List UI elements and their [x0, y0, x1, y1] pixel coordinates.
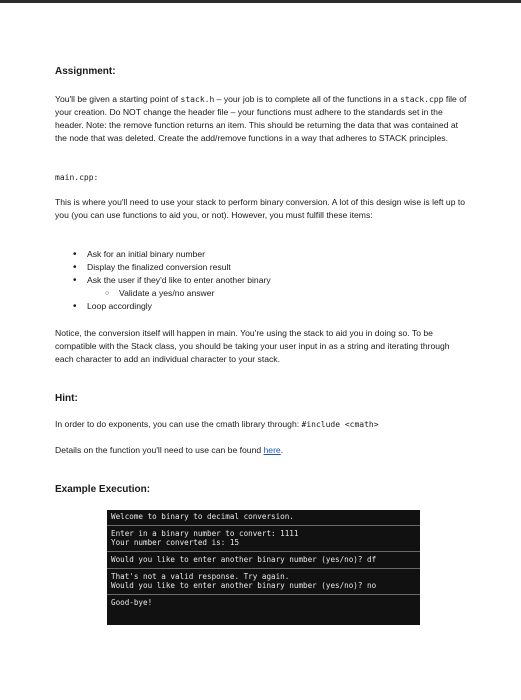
- list-item: • Loop accordingly: [55, 300, 455, 313]
- paragraph-text: You'll be given a starting point of: [55, 94, 181, 104]
- terminal-line: Enter in a binary number to convert: 1111: [111, 529, 299, 538]
- here-link[interactable]: here: [263, 445, 281, 455]
- terminal-output: [107, 510, 420, 625]
- terminal-line: That's not a valid response. Try again.: [111, 572, 290, 581]
- list-item: • Ask for an initial binary number: [55, 248, 455, 261]
- details-text: Details on the function you'll need to use can be found: [55, 445, 264, 455]
- details-paragraph: [55, 444, 470, 457]
- example-heading: Example Execution:: [55, 484, 151, 495]
- hint-paragraph: [55, 418, 470, 431]
- top-border: [0, 0, 521, 3]
- hint-heading: Hint:: [55, 393, 78, 404]
- assignment-heading: Assignment:: [55, 66, 116, 77]
- terminal-line: Would you like to enter another binary number (yes/no)? no: [111, 581, 377, 590]
- list-item: • Display the finalized conversion result: [55, 261, 455, 274]
- requirements-list: [55, 248, 455, 313]
- terminal-line: Good-bye!: [111, 598, 153, 607]
- code-filename: stack.cpp: [400, 95, 444, 104]
- paragraph-text: file of your creation. Do NOT change the header file – your functions must adhere to the standards set in the header. Note: the remove function returns an item. This should be returning the data that was contained at the node that was deleted. Create the add/remove functions in a way that adheres to STACK principles.: [55, 94, 467, 143]
- terminal-divider: [107, 568, 420, 569]
- hint-text: In order to do exponents, you can use the cmath library through:: [55, 419, 302, 429]
- main-cpp-label: main.cpp:: [55, 173, 99, 182]
- include-code: #include <cmath>: [301, 420, 379, 429]
- code-filename: stack.h: [180, 95, 215, 104]
- main-cpp-paragraph: This is where you'll need to use your stack to perform binary conversion. A lot of this design wise is left up to you (you can use functions to aid you, or not). However, you must fulfill these items:: [55, 197, 466, 220]
- details-end: .: [280, 445, 284, 455]
- notice-paragraph: Notice, the conversion itself will happen in main. You're using the stack to aid you in doing so. To be compatible with the Stack class, you should be taking your user input in as a string and iterating through each character to add an individual character to your stack.: [55, 328, 450, 364]
- terminal-divider: [107, 594, 420, 595]
- terminal-line: Your number converted is: 15: [111, 538, 240, 547]
- list-item: • Ask the user if they'd like to enter another binary: [55, 274, 455, 287]
- paragraph-text: – your job is to complete all of the functions in a: [214, 94, 401, 104]
- terminal-line: Welcome to binary to decimal conversion.: [111, 512, 294, 521]
- terminal-divider: [107, 525, 420, 526]
- sub-list-item: ○ Validate a yes/no answer: [55, 287, 455, 300]
- terminal-divider: [107, 551, 420, 552]
- terminal-line: Would you like to enter another binary number (yes/no)? df: [111, 555, 377, 564]
- assignment-paragraph: [55, 93, 470, 145]
